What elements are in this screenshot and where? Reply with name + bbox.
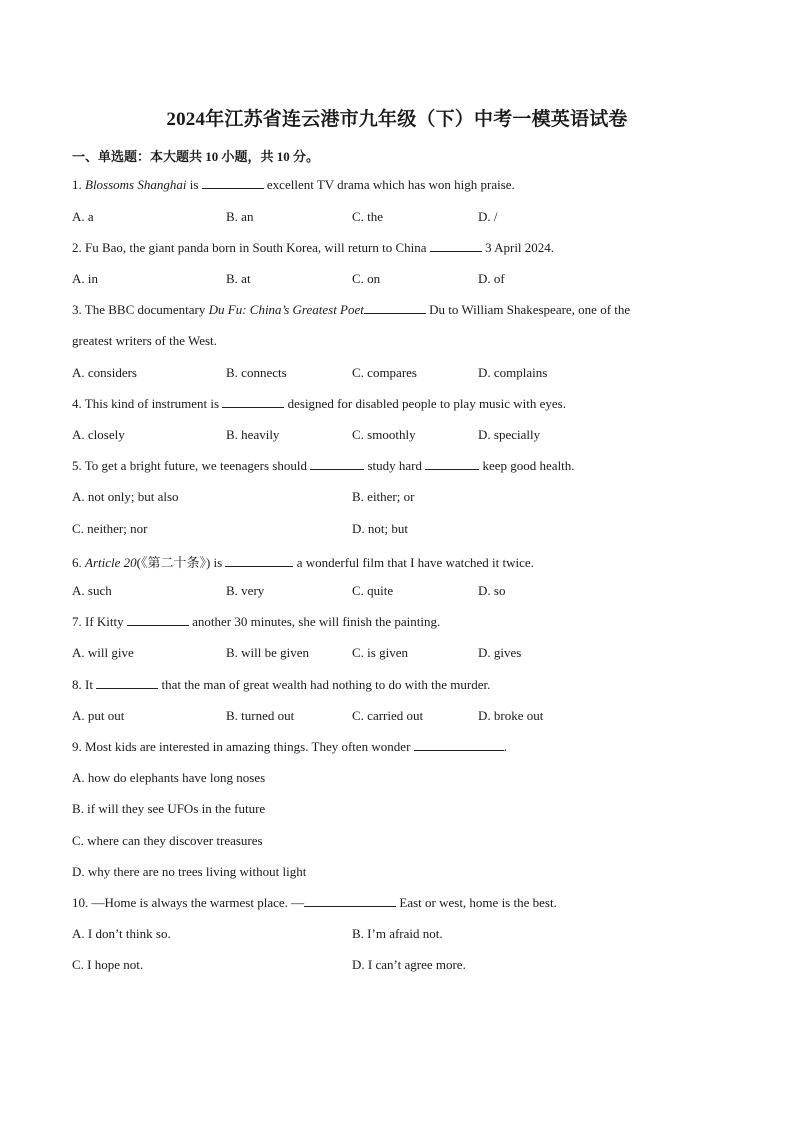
option-c[interactable]: C. is given bbox=[352, 645, 408, 660]
question-text: a wonderful film that I have watched it twice. bbox=[293, 555, 534, 570]
option-c[interactable]: C. I hope not. bbox=[72, 957, 144, 972]
option-b[interactable]: B. will be given bbox=[226, 645, 310, 660]
option-d[interactable]: D. / bbox=[478, 209, 498, 224]
question-text: (《第二十条》) is bbox=[136, 555, 226, 570]
question-8 bbox=[72, 677, 490, 693]
option-a[interactable]: A. put out bbox=[72, 708, 125, 723]
question-text: another 30 minutes, she will finish the painting. bbox=[188, 614, 441, 629]
question-text: excellent TV drama which has won high praise. bbox=[263, 177, 515, 192]
option-a[interactable]: A. considers bbox=[72, 365, 137, 380]
question-text: Du to William Shakespeare, one of the bbox=[425, 302, 631, 317]
option-c[interactable]: C. carried out bbox=[352, 708, 424, 723]
option-a[interactable]: A. will give bbox=[72, 645, 134, 660]
question-text: study hard bbox=[364, 458, 426, 473]
question-7 bbox=[72, 614, 440, 630]
answer-blank bbox=[364, 302, 426, 314]
question-text: 7. If Kitty bbox=[72, 614, 127, 629]
page-title: 2024年江苏省连云港市九年级（下）中考一模英语试卷 bbox=[166, 109, 628, 130]
question-text: keep good health. bbox=[479, 458, 575, 473]
answer-blank bbox=[304, 895, 396, 907]
option-d[interactable]: D. of bbox=[478, 271, 505, 286]
question-text: is bbox=[186, 177, 202, 192]
question-text: designed for disabled people to play music with eyes. bbox=[284, 396, 566, 411]
option-c[interactable]: C. on bbox=[352, 271, 381, 286]
option-d[interactable]: D. specially bbox=[478, 427, 541, 442]
question-3-continued: greatest writers of the West. bbox=[72, 333, 217, 348]
answer-blank bbox=[430, 240, 482, 252]
option-c[interactable]: C. the bbox=[352, 209, 384, 224]
option-b[interactable]: B. either; or bbox=[352, 489, 415, 504]
option-b[interactable]: B. heavily bbox=[226, 427, 280, 442]
question-5 bbox=[72, 458, 575, 474]
section-heading: 一、单选题：本大题共 10 小题，共 10 分。 bbox=[72, 149, 320, 164]
question-text: 3 April 2024. bbox=[481, 240, 555, 255]
option-b[interactable]: B. at bbox=[226, 271, 251, 286]
answer-blank bbox=[96, 677, 158, 689]
option-b[interactable]: B. I’m afraid not. bbox=[352, 926, 443, 941]
option-a[interactable]: A. not only; but also bbox=[72, 489, 179, 504]
option-a[interactable]: A. a bbox=[72, 209, 94, 224]
option-d[interactable]: D. why there are no trees living without light bbox=[72, 864, 307, 879]
option-c[interactable]: C. quite bbox=[352, 583, 394, 598]
option-a[interactable]: A. how do elephants have long noses bbox=[72, 770, 266, 785]
question-10 bbox=[72, 895, 557, 911]
option-b[interactable]: B. if will they see UFOs in the future bbox=[72, 801, 266, 816]
question-text: that the man of great wealth had nothing to do with the murder. bbox=[158, 677, 491, 692]
option-a[interactable]: A. I don’t think so. bbox=[72, 926, 171, 941]
answer-blank bbox=[202, 177, 264, 189]
question-3 bbox=[72, 302, 630, 318]
question-1 bbox=[72, 177, 515, 193]
answer-blank bbox=[225, 555, 293, 567]
option-d[interactable]: D. so bbox=[478, 583, 506, 598]
answer-blank bbox=[222, 396, 284, 408]
question-6 bbox=[72, 552, 534, 571]
question-text: 3. The BBC documentary bbox=[72, 302, 209, 317]
option-b[interactable]: B. an bbox=[226, 209, 254, 224]
option-c[interactable]: C. neither; nor bbox=[72, 521, 148, 536]
question-text: East or west, home is the best. bbox=[396, 895, 557, 910]
answer-blank bbox=[127, 614, 189, 626]
question-2 bbox=[72, 240, 554, 256]
option-c[interactable]: C. smoothly bbox=[352, 427, 416, 442]
italic-title: Article 20 bbox=[85, 555, 137, 570]
question-text: 9. Most kids are interested in amazing things. They often wonder bbox=[72, 739, 414, 754]
question-text: 8. It bbox=[72, 677, 97, 692]
option-d[interactable]: D. not; but bbox=[352, 521, 408, 536]
question-text: 5. To get a bright future, we teenagers should bbox=[72, 458, 311, 473]
option-c[interactable]: C. where can they discover treasures bbox=[72, 833, 263, 848]
italic-title: Blossoms Shanghai bbox=[85, 177, 187, 192]
answer-blank bbox=[414, 739, 504, 751]
question-text: . bbox=[503, 739, 507, 754]
question-text: 10. —Home is always the warmest place. — bbox=[72, 895, 305, 910]
option-b[interactable]: B. very bbox=[226, 583, 265, 598]
option-d[interactable]: D. complains bbox=[478, 365, 548, 380]
question-number: 1. bbox=[72, 177, 85, 192]
question-text: 2. Fu Bao, the giant panda born in South Korea, will return to China bbox=[72, 240, 430, 255]
italic-title: Du Fu: China’s Greatest Poet bbox=[208, 302, 364, 317]
question-9 bbox=[72, 739, 507, 755]
option-d[interactable]: D. gives bbox=[478, 645, 522, 660]
option-a[interactable]: A. such bbox=[72, 583, 112, 598]
option-d[interactable]: D. I can’t agree more. bbox=[352, 957, 466, 972]
option-a[interactable]: A. closely bbox=[72, 427, 125, 442]
question-text: 4. This kind of instrument is bbox=[72, 396, 223, 411]
answer-blank bbox=[310, 458, 364, 470]
answer-blank bbox=[425, 458, 479, 470]
option-b[interactable]: B. connects bbox=[226, 365, 287, 380]
question-4 bbox=[72, 396, 566, 412]
option-d[interactable]: D. broke out bbox=[478, 708, 544, 723]
question-number: 6. bbox=[72, 555, 85, 570]
option-b[interactable]: B. turned out bbox=[226, 708, 295, 723]
option-a[interactable]: A. in bbox=[72, 271, 98, 286]
option-c[interactable]: C. compares bbox=[352, 365, 417, 380]
